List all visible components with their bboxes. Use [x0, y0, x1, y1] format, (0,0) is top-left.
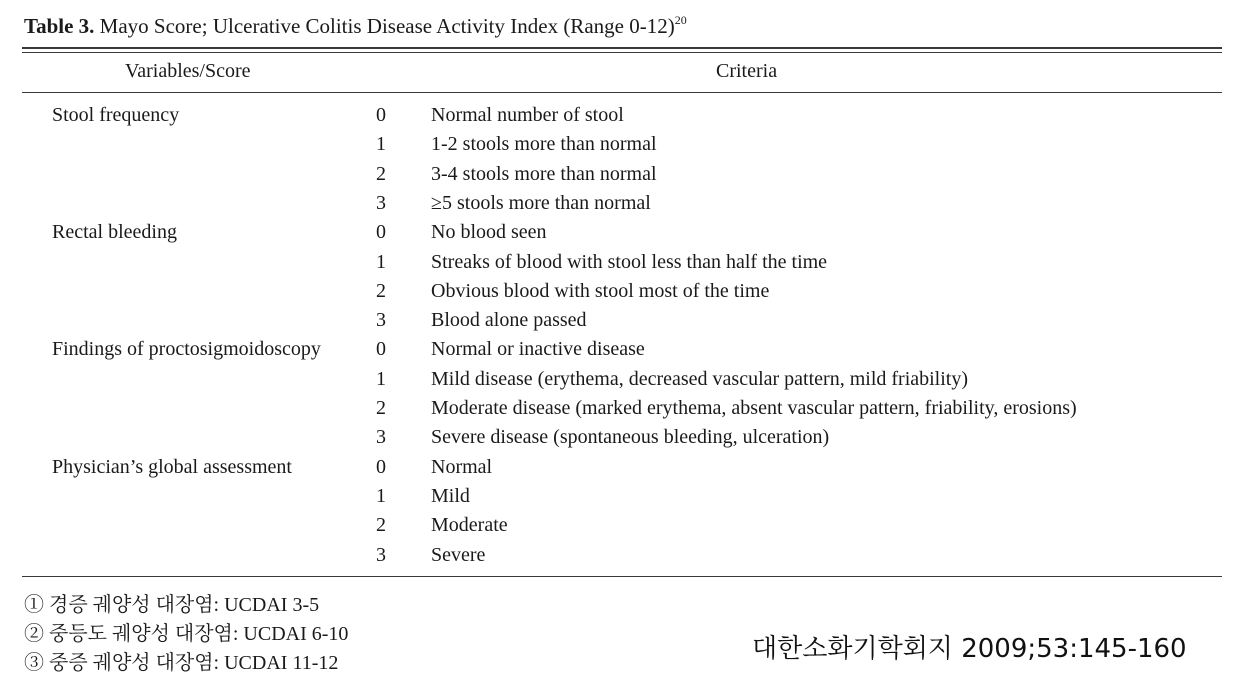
footnote-mild: ① 경증 궤양성 대장염: UCDAI 3-5	[24, 594, 320, 616]
top-rule-thin	[22, 52, 1222, 53]
score-cell: 1	[376, 367, 386, 390]
criteria-cell: Moderate	[431, 514, 508, 537]
score-cell: 3	[376, 191, 386, 214]
table-row	[0, 368, 1243, 397]
criteria-cell: Normal or inactive disease	[431, 338, 645, 361]
criteria-cell: Obvious blood with stool most of the time	[431, 279, 770, 302]
table-row	[0, 514, 1243, 543]
score-cell: 1	[376, 250, 386, 273]
table-title: Mayo Score; Ulcerative Colitis Disease Activity Index (Range 0-12)	[99, 14, 675, 38]
header-rule	[22, 92, 1222, 93]
variable-cell: Rectal bleeding	[52, 221, 177, 244]
score-cell: 0	[376, 221, 386, 244]
score-cell: 0	[376, 455, 386, 478]
variable-cell: Findings of proctosigmoidoscopy	[52, 338, 321, 361]
score-cell: 2	[376, 397, 386, 419]
journal-citation: 대한소화기학회지 2009;53:145-160	[752, 634, 1187, 664]
score-cell: 2	[376, 279, 386, 302]
criteria-cell: ≥5 stools more than normal	[431, 191, 651, 214]
reference-superscript: 20	[674, 13, 687, 27]
score-cell: 3	[376, 426, 386, 449]
table-row	[0, 280, 1243, 309]
criteria-cell: Normal	[431, 455, 493, 478]
table-row	[0, 251, 1243, 280]
criteria-cell: Normal number of stool	[431, 104, 624, 126]
criteria-cell: Mild	[431, 484, 470, 507]
table-row	[0, 309, 1243, 338]
variable-cell: Stool frequency	[52, 104, 180, 126]
top-rule-thick	[22, 47, 1222, 49]
table-caption	[24, 13, 687, 39]
header-criteria: Criteria	[716, 60, 778, 82]
criteria-cell: Streaks of blood with stool less than half the time	[431, 250, 828, 273]
table-row	[0, 397, 1243, 426]
score-cell: 3	[376, 309, 386, 332]
variable-cell: Physician’s global assessment	[52, 455, 292, 478]
table-row	[0, 485, 1243, 514]
bottom-rule	[22, 576, 1222, 577]
table-row	[0, 163, 1243, 192]
criteria-cell: Severe disease (spontaneous bleeding, ulceration)	[431, 426, 830, 449]
table-row	[0, 221, 1243, 250]
table-row	[0, 192, 1243, 221]
table-row	[0, 426, 1243, 455]
criteria-cell: 1-2 stools more than normal	[431, 133, 657, 156]
footnote-moderate: ② 중등도 궤양성 대장염: UCDAI 6-10	[24, 623, 349, 645]
table-row	[0, 338, 1243, 367]
criteria-cell: Blood alone passed	[431, 309, 587, 332]
score-cell: 0	[376, 338, 386, 361]
criteria-cell: Severe	[431, 543, 486, 566]
table-row	[0, 104, 1243, 133]
table-label: Table 3.	[24, 14, 95, 38]
header-variables-score: Variables/Score	[125, 60, 251, 82]
criteria-cell: No blood seen	[431, 221, 547, 244]
score-cell: 2	[376, 514, 386, 537]
criteria-cell: 3-4 stools more than normal	[431, 162, 657, 185]
criteria-cell: Moderate disease (marked erythema, absent vascular pattern, friability, erosions)	[431, 397, 1077, 419]
table-row	[0, 544, 1243, 573]
score-cell: 0	[376, 104, 386, 126]
score-cell: 2	[376, 162, 386, 185]
table-row	[0, 133, 1243, 162]
footnote-severe: ③ 중증 궤양성 대장염: UCDAI 11-12	[24, 652, 339, 674]
score-cell: 3	[376, 543, 386, 566]
table-row	[0, 456, 1243, 485]
score-cell: 1	[376, 133, 386, 156]
criteria-cell: Mild disease (erythema, decreased vascular pattern, mild friability)	[431, 367, 969, 390]
score-cell: 1	[376, 484, 386, 507]
